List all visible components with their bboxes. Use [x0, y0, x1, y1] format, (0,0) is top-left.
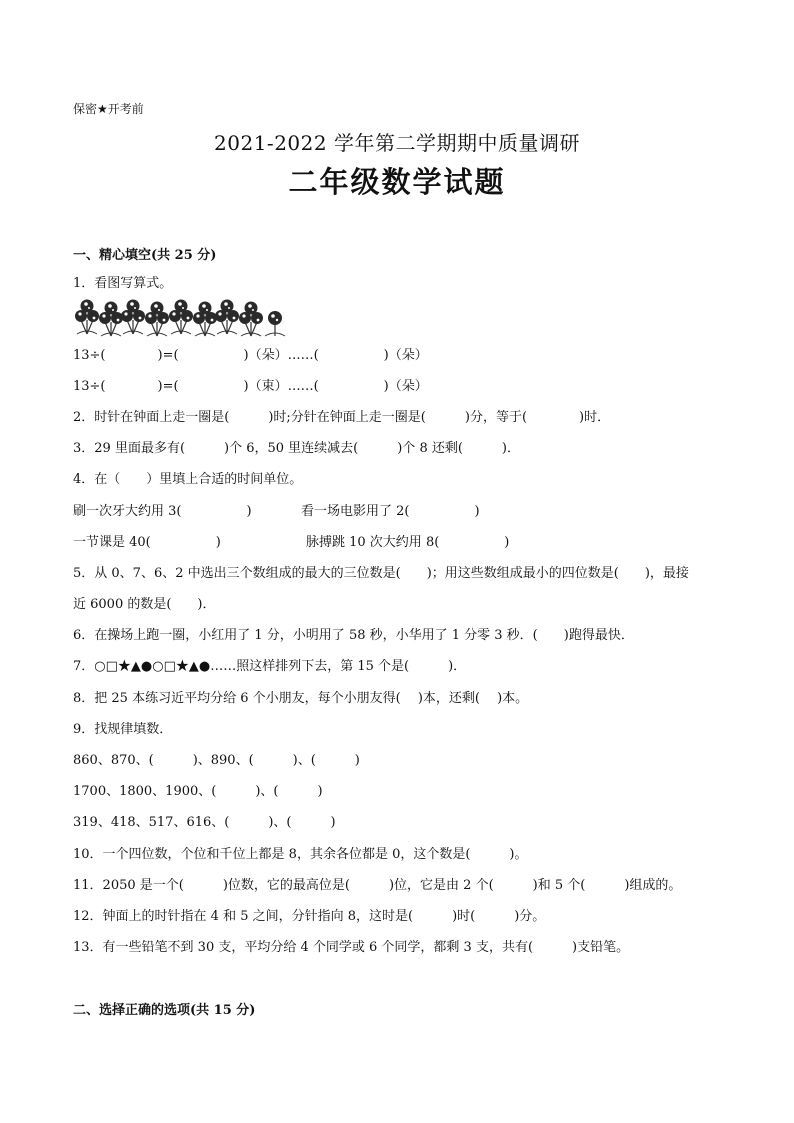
question-2: 2．时针在钟面上走一圈是( )时;分针在钟面上走一圈是( )分，等于( )时． — [73, 410, 611, 425]
flower-bouquet-icon — [145, 302, 169, 337]
question-11: 11．2050 是一个( )位数，它的最高位是( )位，它是由 2 个( )和 5 个( )组成的。 — [73, 878, 682, 893]
flower-bouquet-icon — [169, 300, 193, 335]
question-9-sequence-c: 319、418、517、616、( )、( ) — [73, 815, 336, 830]
section2-heading: 二、选择正确的选项(共 15 分) — [73, 1003, 256, 1018]
confidential-label: 保密★开考前 — [73, 102, 144, 116]
question-5-line-1: 5．从 0、7、6、2 中选出三个数组成的最大的三位数是( )；用这些数组成最小的四位数是( )，最接 — [73, 566, 689, 581]
question-4-item-lesson: 一节课是 40( ) — [73, 535, 221, 550]
question-9: 9．找规律填数． — [73, 722, 173, 737]
question-12: 12．钟面上的时针指在 4 和 5 之间，分针指向 8，这时是( )时( )分。 — [73, 909, 546, 924]
question-6: 6．在操场上跑一圈，小红用了 1 分，小明用了 58 秒，小华用了 1 分零 3 秒．( )跑得最快． — [73, 628, 634, 643]
single-flower-icon — [265, 311, 285, 336]
question-8: 8．把 25 本练习近平均分给 6 个小朋友，每个小朋友得( )本，还剩( )本。 — [73, 691, 529, 706]
question-5-line-2: 近 6000 的数是( )． — [73, 597, 216, 612]
flower-bouquet-icon — [75, 300, 99, 335]
question-4-item-movie: 看一场电影用了 2( ) — [301, 504, 480, 519]
question-3: 3．29 里面最多有( )个 6，50 里连续减去( )个 8 还剩( )． — [73, 441, 520, 456]
question-9-sequence-a: 860、870、( )、890、( )、( ) — [73, 753, 360, 768]
question-7: 7．○□★▲●○□★▲●……照这样排列下去，第 15 个是( )． — [73, 659, 467, 674]
question-4: 4．在（ ）里填上合适的时间单位。 — [73, 472, 303, 487]
flowers-illustration — [73, 292, 303, 338]
question-1: 1．看图写算式。 — [73, 276, 173, 291]
flower-bouquet-icon — [99, 302, 123, 337]
question-10: 10．一个四位数，个位和千位上都是 8，其余各位都是 0，这个数是( )。 — [73, 847, 528, 862]
question-4-item-pulse: 脉搏跳 10 次大约用 8( ) — [306, 535, 510, 550]
flower-bouquet-icon — [193, 302, 217, 337]
question-13: 13．有一些铅笔不到 30 支，平均分给 4 个同学或 6 个同学，都剩 3 支，共有( )支铅笔。 — [73, 940, 630, 955]
section1-heading: 一、精心填空(共 25 分) — [73, 248, 217, 263]
question-4-row-2 — [73, 531, 510, 550]
exam-title: 2021-2022 学年第二学期期中质量调研 — [214, 131, 580, 155]
question-1-equation-a: 13÷( )=( )（朵）……( )（朵） — [73, 348, 428, 363]
flower-bouquet-icon — [239, 302, 263, 337]
exam-subtitle: 二年级数学试题 — [288, 165, 506, 199]
question-4-row-1 — [73, 500, 480, 519]
question-4-item-brush-teeth: 刷一次牙大约用 3( ) — [73, 504, 252, 519]
flower-bouquet-icon — [215, 300, 239, 335]
flower-bouquet-icon — [121, 300, 145, 335]
question-1-equation-b: 13÷( )=( )（束）……( )（朵） — [73, 379, 428, 394]
question-9-sequence-b: 1700、1800、1900、( )、( ) — [73, 784, 323, 799]
